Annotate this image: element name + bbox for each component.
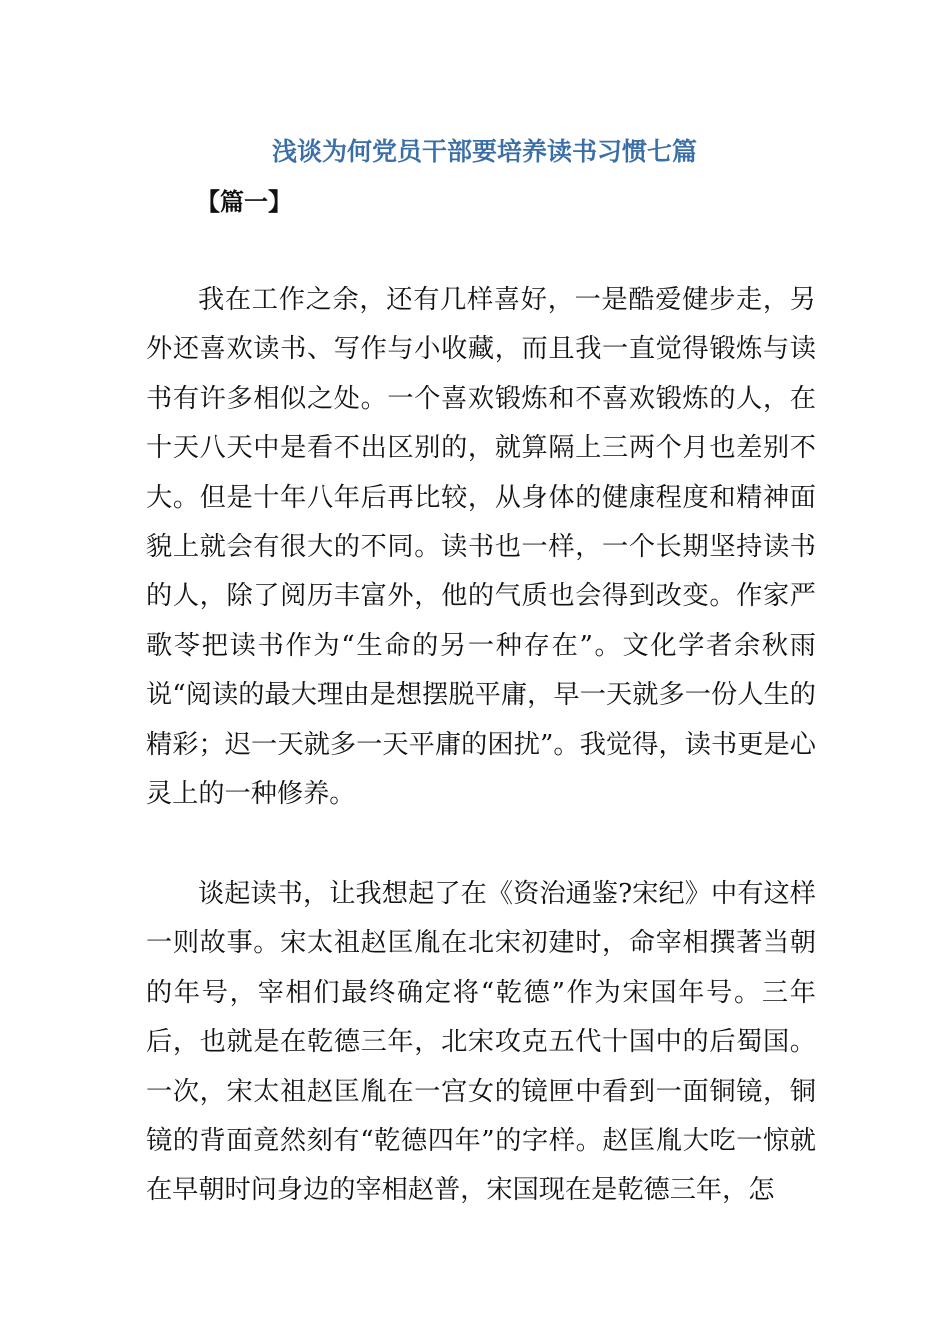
paragraph-1: 我在工作之余，还有几样喜好，一是酷爱健步走，另外还喜欢读书、写作与小收藏，而且我一直觉得锻炼与读书有许多相似之处。一个喜欢锻炼和不喜欢锻炼的人，在十天八天中是看不出区别的，就算隔上三两个月也差别不大。但是十年八年后再比较，从身体的健康程度和精神面貌上就会有很大的不同。读书也一样，一个长期坚持读书的人，除了阅历丰富外，他的气质也会得到改变。作家严歌苓把读书作为“生命的另一种存在”。文化学者余秋雨说“阅读的最大理由是想摆脱平庸，早一天就多一份人生的精彩；迟一天就多一天平庸的困扰”。我觉得，读书更是心灵上的一种修养。	[146, 285, 816, 810]
section-label: 【篇一】	[196, 187, 292, 216]
paragraph-2: 谈起读书，让我想起了在《资治通鉴?宋纪》中有这样一则故事。宋太祖赵匡胤在北宋初建时，命宰相撰著当朝的年号，宰相们最终确定将“乾德”作为宋国年号。三年后，也就是在乾德三年，北宋攻克五代十国中的后蜀国。一次，宋太祖赵匡胤在一宫女的镜匣中看到一面铜镜，铜镜的背面竟然刻有“乾德四年”的字样。赵匡胤大吃一惊就在早朝时问身边的宰相赵普，宋国现在是乾德三年，怎	[146, 879, 816, 1206]
document-title: 浅谈为何党员干部要培养读书习惯七篇	[272, 137, 698, 166]
